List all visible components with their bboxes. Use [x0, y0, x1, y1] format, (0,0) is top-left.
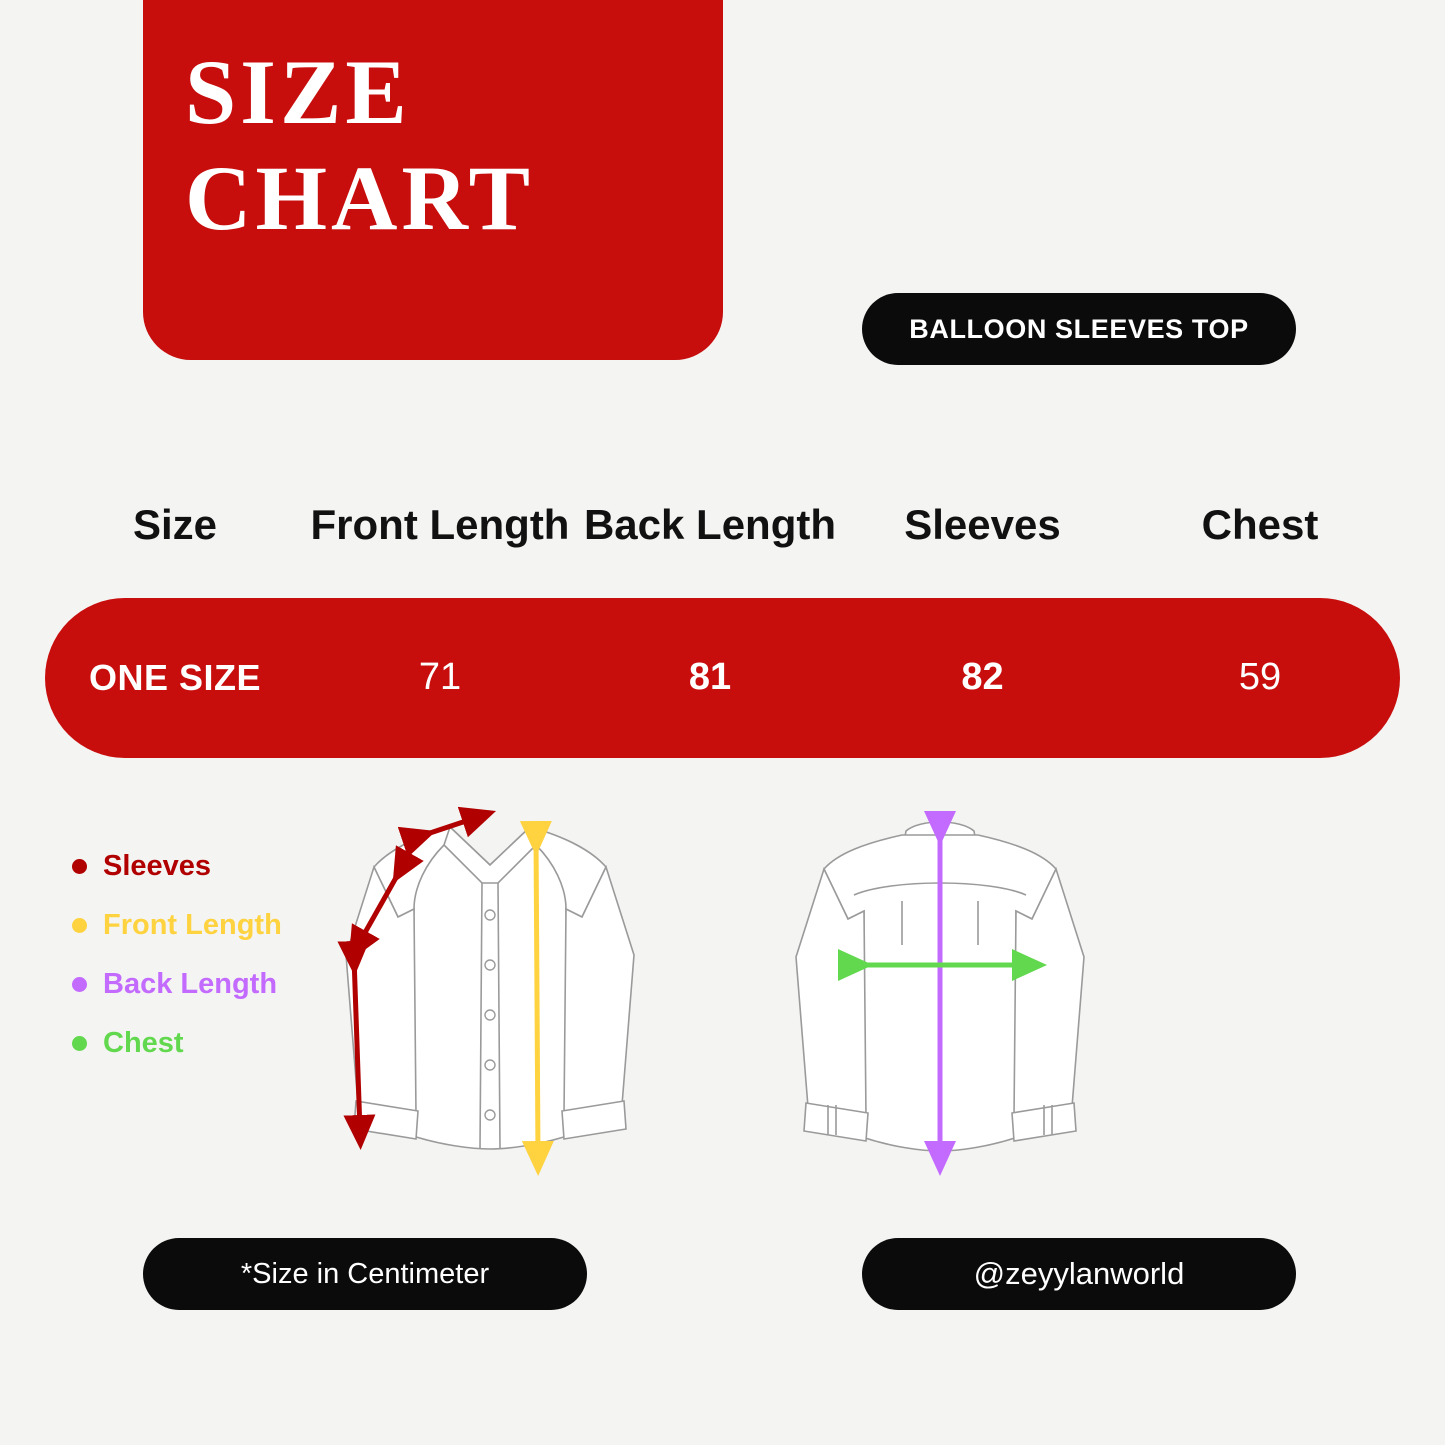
table-row	[45, 598, 1400, 758]
legend-label-sleeves: Sleeves	[103, 850, 212, 882]
legend-label-back-length: Back Length	[103, 968, 278, 1000]
legend-dot-icon	[72, 918, 87, 933]
legend-dot-icon	[72, 1036, 87, 1051]
column-header-size: Size	[132, 500, 218, 548]
shirt-front-illustration	[330, 805, 650, 1210]
cell-sleeves: 82	[961, 656, 1004, 699]
column-header-sleeves: Sleeves	[904, 500, 1061, 548]
social-handle-badge: @zeyylanworld	[862, 1238, 1296, 1310]
product-name-badge: BALLOON SLEEVES TOP	[862, 293, 1296, 365]
legend-item-sleeves	[72, 850, 332, 883]
page-title-line-1: SIZE	[185, 41, 411, 143]
legend-label-chest: Chest	[103, 1027, 184, 1059]
legend-label-front-length: Front Length	[103, 909, 282, 941]
page-title-line-2: CHART	[185, 146, 535, 249]
legend-item-chest	[72, 1027, 332, 1060]
column-header-chest: Chest	[1201, 500, 1319, 548]
legend-dot-icon	[72, 977, 87, 992]
cell-back-length: 81	[688, 656, 732, 699]
column-header-back-length: Back Length	[583, 500, 837, 548]
legend	[72, 850, 332, 1086]
column-header-front-length: Front Length	[310, 500, 570, 548]
size-chart-table	[45, 470, 1400, 758]
cell-size: ONE SIZE	[88, 657, 262, 699]
table-header-row	[45, 470, 1400, 580]
unit-note-badge: *Size in Centimeter	[143, 1238, 587, 1310]
title-card	[143, 0, 723, 360]
cell-front-length: 71	[418, 656, 462, 699]
legend-item-front-length	[72, 909, 332, 942]
shirt-back-illustration	[780, 805, 1100, 1210]
cell-chest: 59	[1238, 656, 1282, 699]
legend-item-back-length	[72, 968, 332, 1001]
legend-dot-icon	[72, 859, 87, 874]
